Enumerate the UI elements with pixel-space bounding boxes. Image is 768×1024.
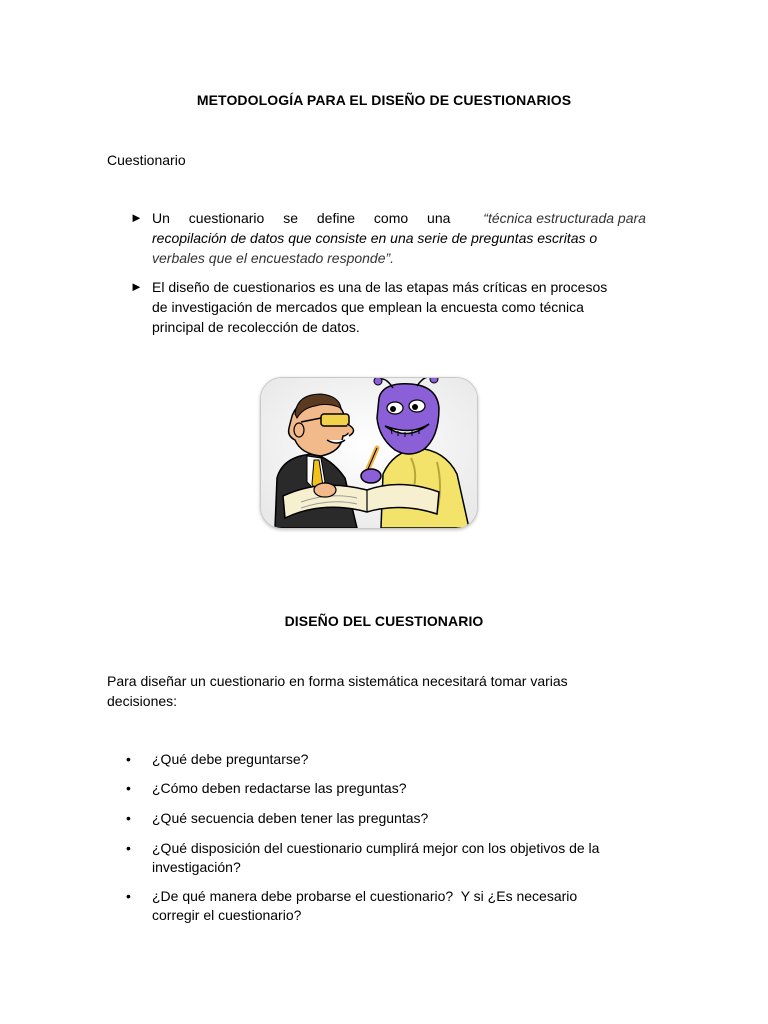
clipart-svg <box>261 378 477 528</box>
document-title: METODOLOGÍA PARA EL DISEÑO DE CUESTIONARIOS <box>196 92 572 108</box>
arrow-item-text <box>152 208 646 268</box>
bullet-dot-icon: • <box>126 888 131 904</box>
list-item-text <box>152 887 642 925</box>
cartoon-man-and-alien-writing-icon <box>260 377 478 529</box>
arrow-bullet-icon: ► <box>130 279 143 294</box>
intro-line-1: Para diseñar un cuestionario en forma sistemática necesitará tomar varias <box>107 673 568 689</box>
list-item <box>126 839 646 879</box>
word: define <box>316 210 356 226</box>
list-item-text <box>152 839 642 877</box>
list-item-line: ¿Qué debe preguntarse? <box>152 751 309 767</box>
list-item-line: ¿Qué secuencia deben tener las preguntas? <box>152 810 429 826</box>
arrow-bullet-icon: ► <box>130 210 143 225</box>
list-item-line: corregir el cuestionario? <box>152 907 302 923</box>
arrow-item-definition <box>130 208 650 270</box>
bullet-dot-icon: • <box>126 810 131 826</box>
definition-line-2: recopilación de datos que consiste en una serie de preguntas escritas o <box>152 230 598 246</box>
bullet-dot-icon: • <box>126 840 131 856</box>
definition-line-1 <box>152 208 646 228</box>
list-item-line: ¿Qué disposición del cuestionario cumplirá mejor con los objetivos de la <box>152 840 600 856</box>
intro-line-2: decisiones: <box>107 693 178 709</box>
quote-start: “técnica estructurada para <box>483 210 646 226</box>
bullet-dot-icon: • <box>126 780 131 796</box>
importance-line-1: El diseño de cuestionarios es una de las etapas más críticas en procesos <box>152 279 608 295</box>
list-item <box>126 809 646 829</box>
word: cuestionario <box>188 210 265 226</box>
arrow-item-importance <box>130 277 650 339</box>
word: se <box>283 210 298 226</box>
word: Un <box>152 210 170 226</box>
list-item-line: ¿Cómo deben redactarse las preguntas? <box>152 780 407 796</box>
subheading-cuestionario: Cuestionario <box>107 152 186 168</box>
importance-line-3: principal de recolección de datos. <box>152 319 360 335</box>
arrow-item-text <box>152 277 646 337</box>
definition-line-3: verbales que el encuestado responde”. <box>152 250 395 266</box>
list-item <box>126 887 646 927</box>
importance-line-2: de investigación de mercados que emplean la encuesta como técnica <box>152 299 584 315</box>
section-title: DISEÑO DEL CUESTIONARIO <box>284 613 484 629</box>
list-item-line: investigación? <box>152 859 241 875</box>
list-item <box>126 750 646 770</box>
list-item-text <box>152 750 642 769</box>
list-item-line: ¿De qué manera debe probarse el cuestionario? Y si ¿Es necesario <box>152 888 578 904</box>
intro-paragraph <box>107 671 647 711</box>
word: como <box>373 210 409 226</box>
word: una <box>427 210 451 226</box>
list-item <box>126 779 646 799</box>
list-item-text <box>152 809 642 828</box>
bullet-dot-icon: • <box>126 751 131 767</box>
list-item-text <box>152 779 642 798</box>
